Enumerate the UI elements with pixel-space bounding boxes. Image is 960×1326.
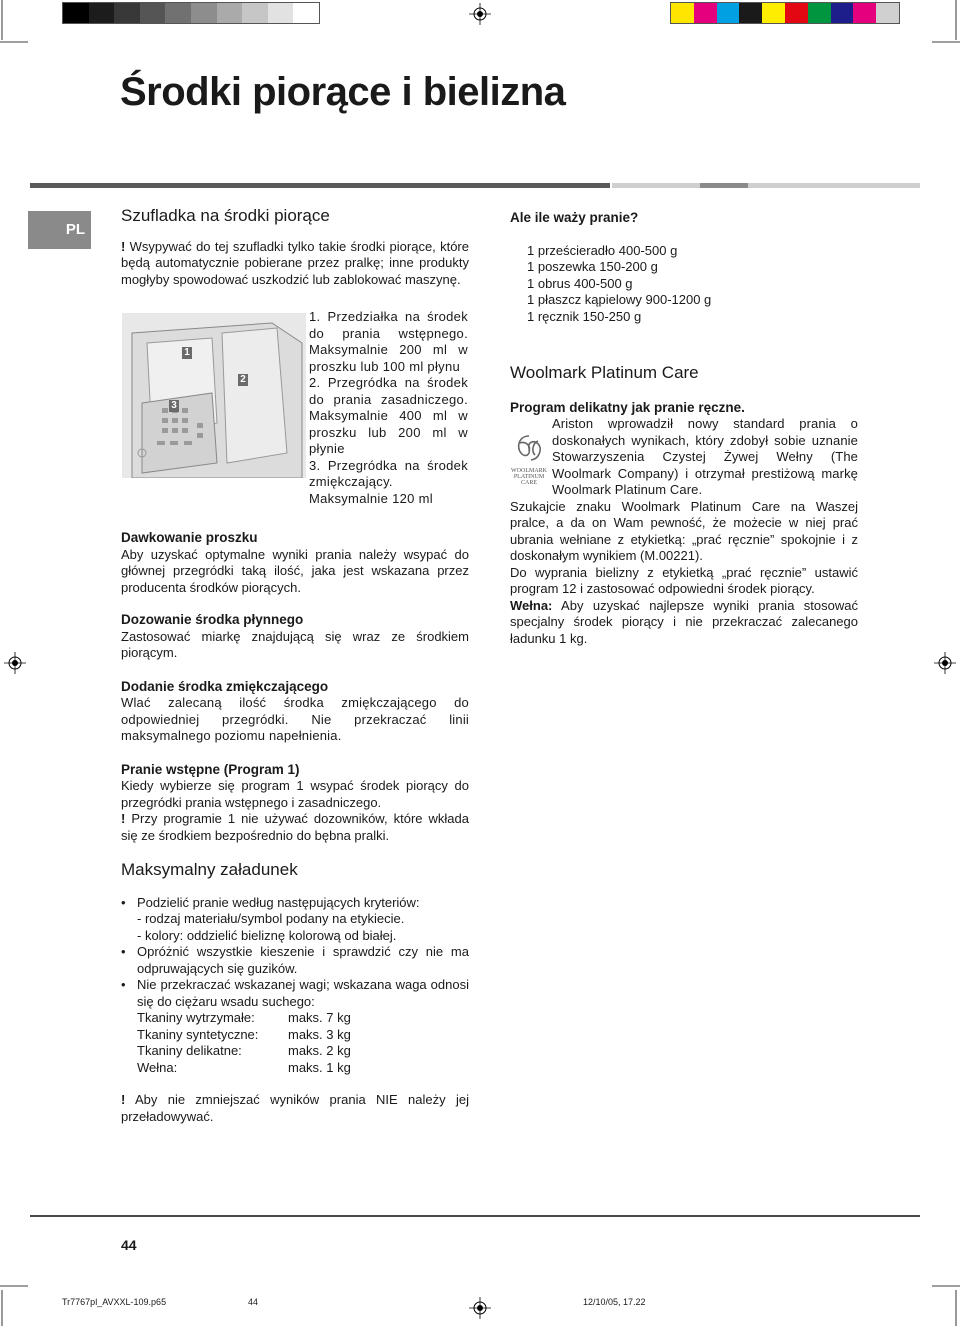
grayscale-swatch: [217, 3, 243, 23]
powder-heading: Dawkowanie proszku: [121, 530, 258, 545]
right-column: [510, 210, 858, 647]
prewash-heading: Pranie wstępne (Program 1): [121, 761, 300, 777]
crop-mark-bottom-right: [920, 1284, 960, 1326]
grayscale-swatch: [165, 3, 191, 23]
prewash-warning-text: Przy programie 1 nie używać dozowników, które wkłada się ze środkiem bezpośrednio do bębna pralki.: [121, 811, 469, 843]
grayscale-swatch: [293, 3, 319, 23]
header-rule-mid: [700, 183, 748, 188]
crop-mark-top-left: [0, 0, 40, 45]
left-column-bottom: [121, 530, 469, 1125]
prewash-text: Kiedy wybierze się program 1 wsypać środek piorący do przegródki prania wstępnego i zasadniczego.: [121, 778, 469, 810]
woolmark-logo-line: CARE: [520, 480, 537, 486]
footer-rule: [30, 1215, 920, 1217]
drawer-warning: [121, 239, 469, 289]
color-swatch: [808, 3, 831, 23]
registration-mark-top-icon: [469, 3, 491, 25]
detergent-drawer-illustration: [122, 313, 306, 478]
item-weight: 1 ręcznik 150-250 g: [527, 308, 642, 324]
maxload-bullet-1: • Podzielić pranie według następujących kryteriów:: [121, 895, 469, 912]
compartment-1: 1. Przedziałka na środek do prania wstępnego. Maksymalnie 200 ml w proszku lub 100 ml płynu: [309, 309, 468, 374]
woolmark-program-text: Do wyprania bielizny z etykietką „prać ręcznie” ustawić program 12 i zastosować odpowiedni środek piorący.: [510, 564, 858, 596]
drawer-label-2: 2: [238, 374, 248, 386]
weight-value: maks. 7 kg: [288, 1010, 351, 1025]
woolmark-logo-line: PLATINUM: [513, 474, 545, 480]
softener-heading: Dodanie środka zmiękczającego: [121, 678, 329, 694]
color-swatch: [671, 3, 694, 23]
weight-label: Tkaniny syntetyczne:: [137, 1026, 259, 1042]
weight-value: maks. 3 kg: [288, 1026, 351, 1042]
color-swatch: [739, 3, 762, 23]
warning-mark: !: [121, 238, 126, 254]
weight-row: [137, 1027, 469, 1044]
compartment-2: 2. Przegródka na środek do prania zasadniczego. Maksymalnie 400 ml w proszku lub 200 ml w płynie: [309, 375, 468, 456]
maxload-sub-1: - rodzaj materiału/symbol podany na etykiecie.: [137, 911, 405, 926]
overload-warning-mark: !: [121, 1092, 126, 1107]
grayscale-swatch: [63, 3, 89, 23]
crop-mark-bottom-left: [0, 1284, 40, 1326]
page-number: 44: [121, 1237, 137, 1253]
maxload-heading: Maksymalny załadunek: [121, 860, 298, 879]
footer-page: 44: [248, 1297, 259, 1307]
grayscale-swatch: [114, 3, 140, 23]
weight-value: maks. 1 kg: [288, 1059, 351, 1075]
weight-row: [137, 1043, 469, 1060]
grayscale-swatch: [242, 3, 268, 23]
weight-label: Tkaniny delikatne:: [137, 1043, 242, 1058]
item-weight: 1 prześcieradło 400-500 g: [527, 242, 678, 258]
item-weight: 1 poszewka 150-200 g: [527, 259, 658, 274]
weight-label: Tkaniny wytrzymałe:: [137, 1010, 255, 1025]
color-swatch: [853, 3, 876, 23]
weight-row: [137, 1010, 469, 1027]
color-swatch: [694, 3, 717, 23]
registration-mark-right-icon: [934, 652, 956, 674]
overload-warning: [121, 1092, 469, 1125]
woolmark-logo-line: WOOLMARK: [511, 468, 547, 474]
left-column-top: [121, 208, 469, 288]
item-weight: 1 płaszcz kąpielowy 900-1200 g: [527, 292, 712, 307]
maxload-bullet-3: • Nie przekraczać wskazanej wagi; wskazana waga odnosi się do ciężaru wsadu suchego:: [121, 977, 469, 1010]
registration-mark-bottom-icon: [469, 1297, 491, 1319]
grayscale-swatch: [89, 3, 115, 23]
header-rule-light: [612, 183, 920, 188]
item-weight-list: [510, 243, 858, 326]
drawer-compartment-list: [309, 309, 468, 507]
grayscale-bar: [62, 2, 320, 24]
grayscale-swatch: [140, 3, 166, 23]
powder-text: Aby uzyskać optymalne wyniki prania należy wsypać do głównej przegródki taką ilość, jaka jest wskazana przez producenta środków piorących.: [121, 546, 469, 595]
maxload-list: [121, 895, 469, 1077]
color-bar: [670, 2, 900, 24]
drawer-label-3: 3: [169, 400, 179, 412]
grayscale-swatch: [268, 3, 294, 23]
delicate-heading: Program delikatny jak pranie ręczne.: [510, 399, 745, 415]
registration-mark-left-icon: [4, 652, 26, 674]
woolmark-heading: Woolmark Platinum Care: [510, 363, 699, 382]
header-rule-dark: [30, 183, 610, 188]
prewash-warning: [121, 811, 469, 844]
color-swatch: [785, 3, 808, 23]
drawer-warning-text: Wsypywać do tej szufladki tylko takie środki piorące, które będą automatycznie pobierane przez pralkę; inne produkty mogłyby spowodować uszkodzić lub zablokować maszynę.: [121, 238, 469, 287]
drawer-heading: Szufladka na środki piorące: [121, 206, 330, 225]
weight-table: [121, 1010, 469, 1076]
color-swatch: [762, 3, 785, 23]
woolmark-search-text: Szukajcie znaku Woolmark Platinum Care na Waszej pralce, a da on Wam pewność, że możecie w niej prać ubrania wełniane z etykietką: „prać ręcznie” spokojnie i z doskonałym wynikiem (M.00221).: [510, 498, 858, 563]
maxload-bullet-2: • Opróżnić wszystkie kieszenie i sprawdzić czy nie ma odpruwających się guzików.: [121, 944, 469, 977]
color-swatch: [717, 3, 740, 23]
wool-text: Aby uzyskać najlepsze wyniki prania stosować specjalny środek piorący i nie przekraczać zalecanego ładunku 1 kg.: [510, 597, 858, 646]
drawer-drawing: [122, 313, 306, 478]
weight-label: Wełna:: [137, 1059, 178, 1075]
woolmark-intro: Ariston wprowadził nowy standard prania o doskonałych wynikach, który zdobył sobie uznanie Stowarzyszenia Czystej Żywej Wełny (The Woolmark Company) i otrzymał prestiżową markę Woolmark Platinum Care.: [552, 416, 858, 497]
liquid-text: Zastosować miarkę znajdującą się wraz ze środkiem piorącym.: [121, 628, 469, 660]
drawer-label-1: 1: [182, 347, 192, 359]
wool-note: [510, 598, 858, 648]
page-title: Środki piorące i bielizna: [120, 70, 566, 114]
item-weight: 1 obrus 400-500 g: [527, 275, 633, 291]
maxload-sub-2: - kolory: oddzielić bieliznę kolorową od białej.: [137, 927, 397, 943]
color-swatch: [876, 3, 899, 23]
softener-text: Wlać zalecaną ilość środka zmiękczającego do odpowiedniej przegródki. Nie przekraczać linii maksymalnego poziomu napełnienia.: [121, 695, 469, 743]
language-badge: PL: [28, 211, 91, 249]
footer-date: 12/10/05, 17.22: [583, 1297, 646, 1307]
color-swatch: [831, 3, 854, 23]
prewash-warning-mark: !: [121, 811, 126, 826]
compartment-3: 3. Przegródka na środek zmiękczający. Maksymalnie 120 ml: [309, 457, 468, 506]
overload-warning-text: Aby nie zmniejszać wyników prania NIE należy jej przeładowywać.: [121, 1092, 469, 1124]
wool-label: Wełna:: [510, 597, 553, 613]
woolmark-logo-text: [511, 468, 547, 486]
weight-value: maks. 2 kg: [288, 1043, 351, 1058]
weight-row: [137, 1060, 469, 1077]
footer-file-name: Tr7767pl_AVXXL-109.p65: [62, 1297, 167, 1307]
woolmark-ball-icon: [511, 433, 547, 463]
woolmark-logo: [511, 433, 547, 486]
crop-mark-top-right: [920, 0, 960, 45]
liquid-heading: Dozowanie środka płynnego: [121, 612, 304, 627]
grayscale-swatch: [191, 3, 217, 23]
weight-heading: Ale ile waży pranie?: [510, 210, 639, 225]
